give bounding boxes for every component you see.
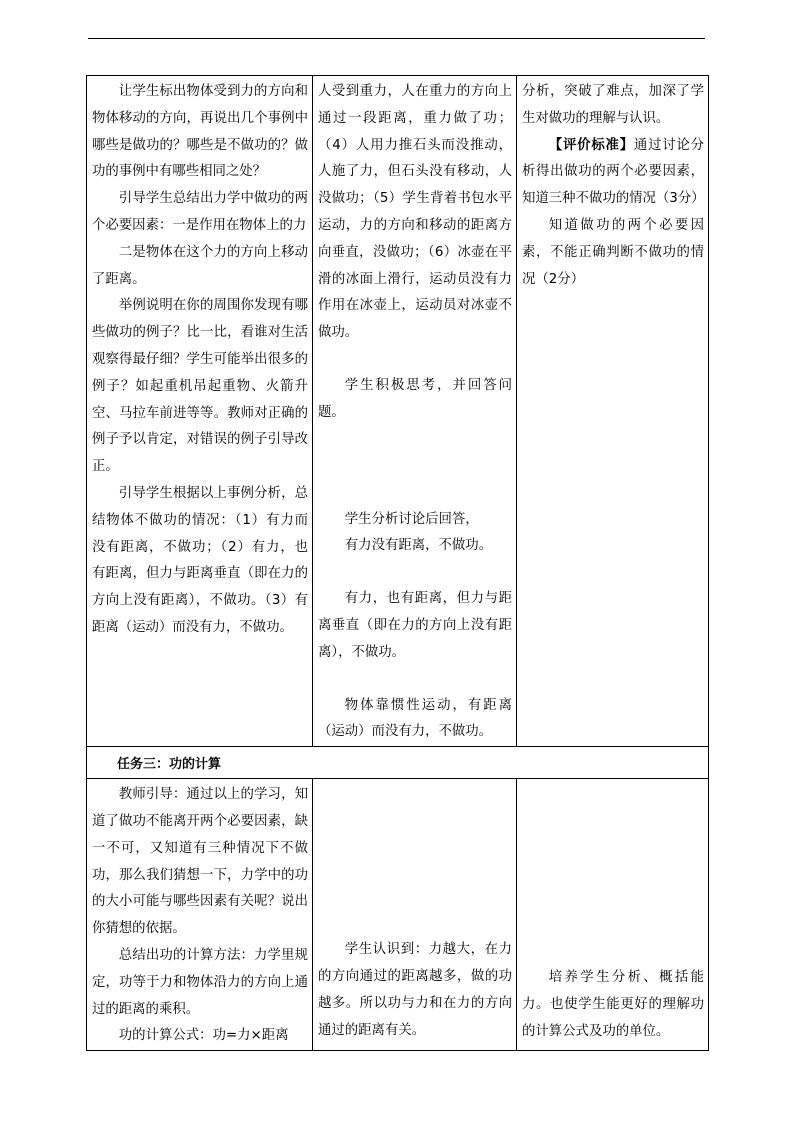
- paragraph: 学生积极思考，并回答问题。: [318, 377, 512, 420]
- paragraph: 有力，也有距离，但力与距离垂直（即在力的方向上没有距离），不做功。: [318, 591, 512, 660]
- teacher-activity-cell: [87, 76, 313, 747]
- task-title: 任务三：功的计算: [117, 757, 222, 773]
- paragraph: 培养学生分析、概括能力。也使学生能更好的理解功的计算公式及功的单位。: [522, 970, 704, 1039]
- paragraph: 知道做功的两个必要因素，不能正确判断不做功的情况（2分）: [522, 217, 704, 287]
- student-activity-cell: [313, 76, 517, 747]
- paragraph: 人受到重力，人在重力的方向上通过一段距离，重力做了功；（4）人用力推石头而没推动，人施了力，但石头没有移动，人没做功；（5）学生背着书包水平运动，力的方向和移动的距离方向垂直，没做功；（6）冰壶在平滑的冰面上滑行，运动员没有力作用在冰壶上，运动员对冰壶不做功。: [318, 84, 512, 341]
- paragraph: 分析，突破了难点，加深了学生对做功的理解与认识。: [522, 84, 704, 126]
- section2-row: [87, 779, 709, 1051]
- teacher-activity-cell: [87, 779, 313, 1051]
- paragraph: 功的计算公式：功=力×距离: [118, 1028, 289, 1044]
- spacer: [318, 427, 512, 507]
- evaluation-label: 【评价标准】: [548, 137, 634, 153]
- design-intent-cell: [517, 76, 709, 747]
- design-intent-cell: [517, 779, 709, 1051]
- student-activity-cell: [313, 779, 517, 1051]
- paragraph: 总结出功的计算方法：力学里规定，功等于力和物体沿力的方向上通过的距离的乘积。: [92, 947, 308, 1017]
- paragraph: 有力没有距离，不做功。: [344, 538, 493, 554]
- paragraph: 让学生标出物体受到力的方向和物体移动的方向，再说出几个事例中哪些是做功的？哪些是不做功的？做功的事例中有哪些相同之处？: [92, 84, 308, 180]
- evaluation-text: 通过讨论分析得出做功的两个必要因素，知道三种不做功的情况（3分）: [522, 137, 705, 207]
- task3-cell: [87, 747, 709, 779]
- paragraph: 教师引导：通过以上的学习，知道了做功不能离开两个必要因素，缺一不可，又知道有三种情况下不做功，那么我们猜想一下，力学中的功的大小可能与哪些因素有关呢？说出你猜想的依据。: [92, 787, 308, 937]
- paragraph: 举例说明在你的周围你发现有哪些做功的例子？比一比，看谁对生活观察得最仔细？学生可能举出很多的例子？如起重机吊起重物、火箭升空、马拉车前进等等。教师对正确的例子予以肯定，对错误的例子引导改正。: [92, 298, 308, 475]
- paragraph: 引导学生总结出力学中做功的两个必要因素：一是作用在物体上的力: [92, 191, 308, 233]
- paragraph: 引导学生根据以上事例分析，总结物体不做功的情况：（1）有力而没有距离，不做功；（2）有力，也有距离，但力与距离垂直（即在力的方向上没有距离），不做功。（3）有距离（运动）而没有力，不做功。: [92, 485, 308, 635]
- paragraph: 二是物体在这个力的方向上移动了距离。: [92, 244, 308, 287]
- spacer: [318, 560, 512, 586]
- paragraph: 学生认识到：力越大，在力的方向通过的距离越多，做的功越多。所以功与力和在力的方向通过的距离有关。: [318, 942, 512, 1038]
- spacer: [318, 667, 512, 693]
- lesson-plan-table: [86, 75, 709, 1051]
- paragraph: 物体靠惯性运动，有距离（运动）而没有力，不做功。: [318, 697, 512, 740]
- evaluation-paragraph: [522, 133, 704, 213]
- task3-row: [87, 747, 709, 779]
- spacer: [318, 347, 512, 373]
- header-rule: [88, 38, 705, 39]
- paragraph: 学生分析讨论后回答，: [344, 511, 479, 527]
- section1-row: [87, 76, 709, 747]
